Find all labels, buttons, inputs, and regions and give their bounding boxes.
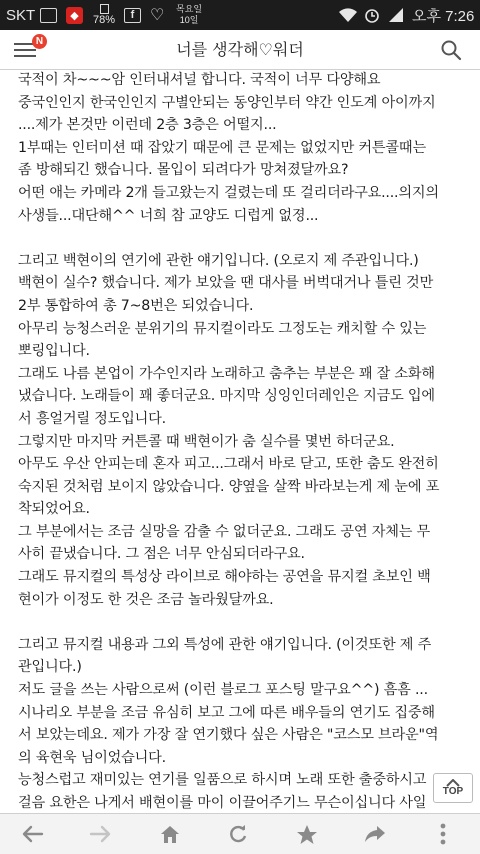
notification-badge: N [32, 34, 47, 49]
back-arrow-icon[interactable] [8, 814, 58, 854]
article-line: 냈습니다. 노래들이 꽤 좋더군요. 마지막 싱잉인더레인은 지금도 입에 [18, 388, 435, 405]
star-icon[interactable] [282, 814, 332, 854]
article-line: 아무도 우산 안피는데 혼자 피고...그래서 바로 닫고, 또한 춤도 완전히 [18, 456, 439, 473]
home-icon[interactable] [145, 814, 195, 854]
article-line: 아무리 능청스러운 분위기의 뮤지컬이라도 그정도는 캐치할 수 있는 [18, 320, 427, 337]
article-line: 그렇지만 마지막 커튼콜 때 백현이가 춤 실수를 몇번 하더군요. [18, 433, 395, 450]
article-line: 1부때는 인터미션 때 잡았기 때문에 큰 문제는 없었지만 커튼콜때는 [18, 139, 426, 156]
article-line: 국적이 차~~~암 인터내셔널 합니다. 국적이 너무 다양해요 [18, 72, 381, 88]
article-line: 능청스럽고 재미있는 연기를 일품으로 하시며 노래 또한 출중하시고 [18, 772, 427, 789]
article-line: 그리고 백현이의 연기에 관한 얘기입니다. (오로지 제 주관입니다.) [18, 252, 419, 269]
wifi-icon [338, 0, 358, 30]
article-line: 서 보았는데요. 제가 가장 잘 연기했다 싶은 사람은 "코스모 브라운"역 [18, 727, 439, 744]
article-line [18, 611, 464, 634]
article-line: 걸음 요한은 나게서 배현이를 마이 이끌어주기느 무슨이십니다 사일 [18, 795, 427, 811]
article-line: 저도 글을 쓰는 사람으로써 (이런 블로그 포스팅 말구요^^) 흠흠 ... [18, 682, 428, 699]
article-line: 의 육현욱 님이었습니다. [18, 749, 166, 766]
scroll-top-label: TOP [442, 786, 464, 797]
article-line: 그래도 뮤지컬의 특성상 라이브로 해야하는 공연을 뮤지컬 초보인 백 [18, 569, 431, 586]
app-bar [0, 30, 480, 70]
bottom-toolbar [0, 813, 480, 854]
facebook-icon: f [124, 0, 141, 30]
app-icon: ◆ [66, 0, 83, 30]
article-line: 어떤 애는 카메라 2개 들고왔는지 걸렸는데 또 걸리더라구요....의지의 [18, 184, 439, 201]
article-line: 관입니다.) [18, 659, 82, 676]
article-line: 뽀링입니다. [18, 343, 90, 360]
article-line: ....제가 본것만 이런데 2층 3층은 어떨지... [18, 117, 277, 134]
status-time: 오후 7:26 [412, 7, 475, 25]
article-line: 시나리오 부분을 조금 유심히 보고 그에 따른 배우들의 연기도 집중해 [18, 704, 435, 721]
search-icon[interactable] [440, 39, 462, 61]
image-icon [40, 0, 57, 30]
article-line [18, 227, 464, 250]
article-line: 그 부분에서는 조금 실망을 감출 수 없더군요. 그래도 공연 자체는 무 [18, 523, 431, 540]
article-line: 사히 끝냈습니다. 그 점은 너무 안심되더라구요. [18, 546, 305, 563]
alarm-icon [364, 0, 380, 30]
more-icon[interactable] [418, 814, 468, 854]
share-icon[interactable] [350, 814, 400, 854]
status-bar [0, 0, 480, 30]
article-line: 백현이 실수? 했습니다. 제가 보았을 땐 대사를 버벅대거나 틀린 것만 [18, 275, 434, 292]
article-line: 서 흥얼거릴 정도입니다. [18, 410, 166, 427]
page-title: 너를 생각해♡워더 [176, 40, 304, 59]
battery-percent: 78% [93, 14, 116, 26]
article-line: 사생들...대단해^^ 너희 참 교양도 디럽게 없졍... [18, 207, 319, 224]
article-body [18, 69, 464, 821]
forward-arrow-icon[interactable] [75, 814, 125, 854]
article-line: 중국인인지 한국인인지 구별안되는 동양인부터 약간 인도계 아이까지 [18, 94, 436, 111]
scroll-top-button[interactable] [433, 773, 473, 803]
article-line: 현이가 이정도 한 것은 조금 놀라웠달까요. [18, 591, 274, 608]
article-line: 2부 통합하여 총 7~8번은 되었습니다. [18, 297, 254, 314]
signal-icon [388, 0, 404, 30]
article-line: 숙지된 것처럼 보이지 않았습니다. 양옆을 살짝 바라보는게 제 눈에 포 [18, 478, 440, 495]
article-line: 그리고 뮤지컬 내용과 그외 특성에 관한 얘기입니다. (이것또한 제 주 [18, 636, 432, 653]
battery-icon [93, 0, 115, 30]
article-line: 그래도 나름 본업이 가수인지라 노래하고 춤추는 부분은 꽤 잘 소화해 [18, 365, 435, 382]
refresh-icon[interactable] [213, 814, 263, 854]
carrier-label: SKT [6, 6, 36, 24]
article-line: 좀 방해되긴 했습니다. 몰입이 되려다가 망쳐졌달까요? [18, 162, 349, 179]
weather-widget: 목요일 10일 [176, 4, 203, 25]
heart-icon: ♡ [150, 7, 165, 24]
article-line: 착되었어요. [18, 501, 90, 518]
